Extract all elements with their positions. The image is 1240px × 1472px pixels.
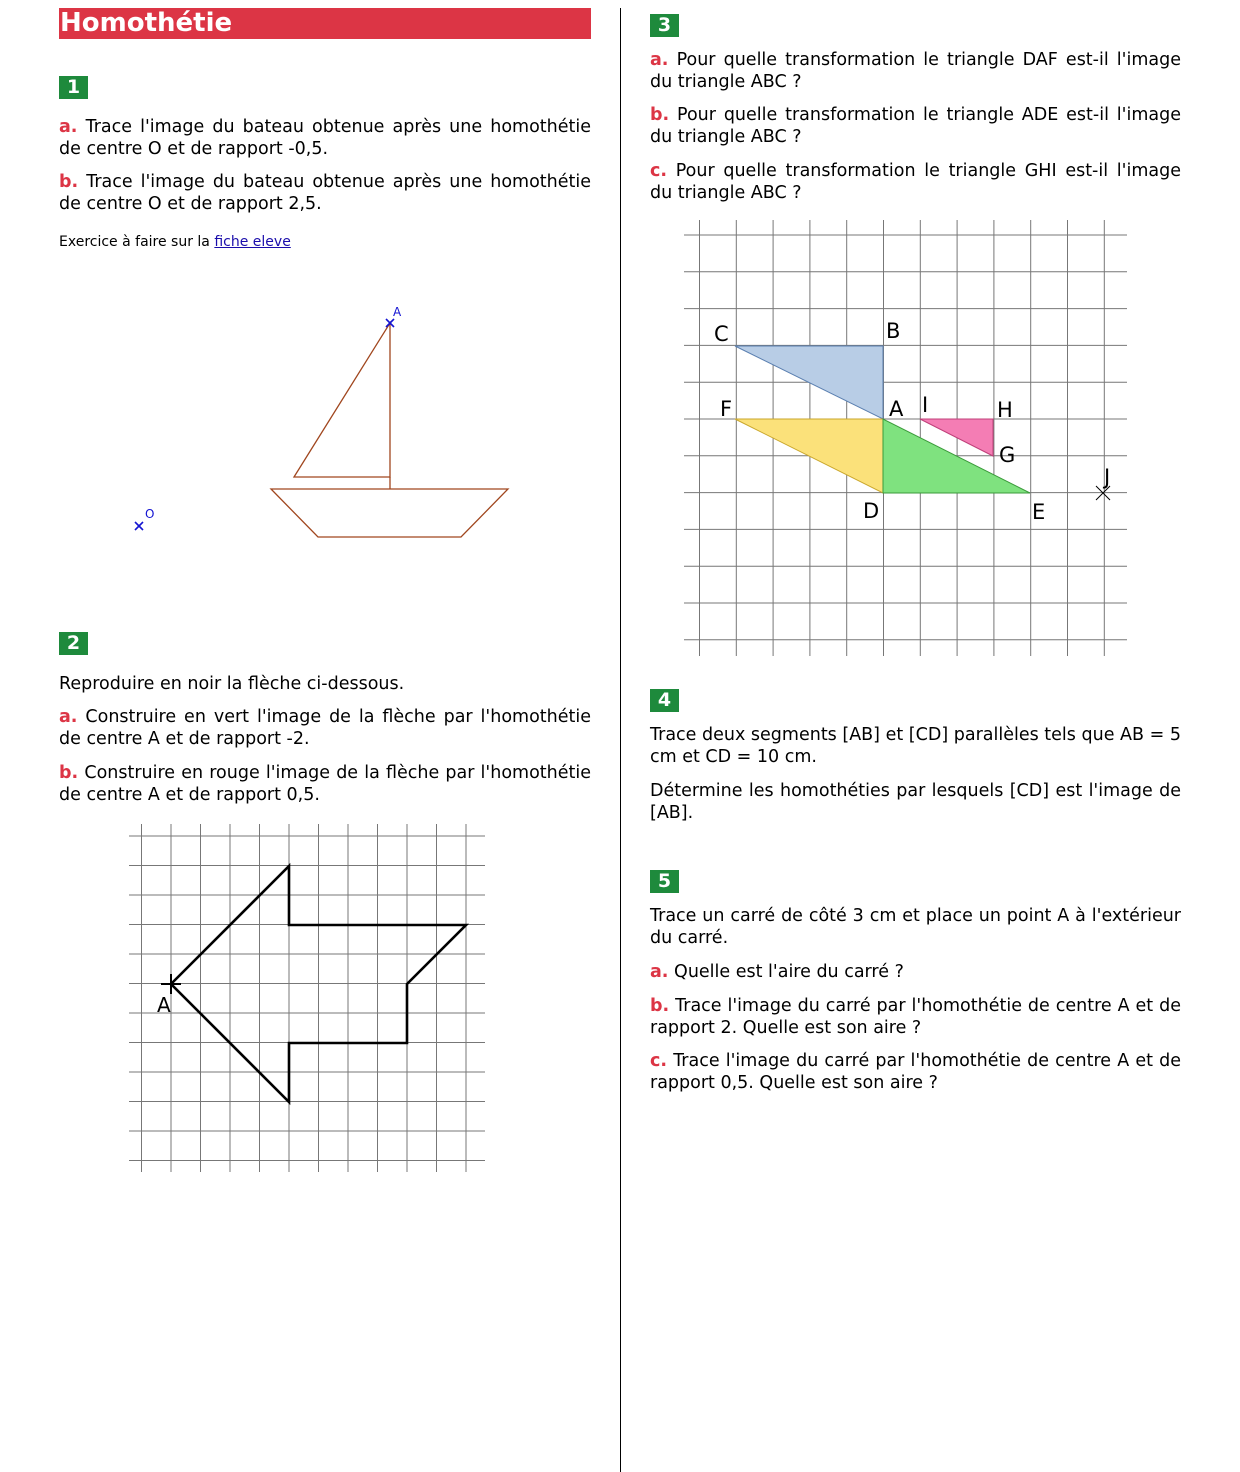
triangles-grid-figure bbox=[684, 220, 1128, 658]
exercise-4-badge: 4 bbox=[650, 689, 679, 712]
ex2-intro: Reproduire en noir la flèche ci-dessous. bbox=[59, 674, 405, 694]
tri-label-a: A bbox=[889, 397, 904, 421]
boat-point-o-label: O bbox=[145, 507, 155, 521]
ex1-a-label: a. bbox=[59, 117, 78, 137]
ex5-intro: Trace un carré de côté 3 cm et place un point A à l'extérieur du carré. bbox=[650, 906, 1181, 948]
arrow-grid-lines bbox=[129, 824, 485, 1172]
ex3-question-a bbox=[650, 49, 1181, 93]
ex3-a-label: a. bbox=[650, 50, 669, 70]
ex5-question-c bbox=[650, 1050, 1181, 1094]
ex3-c-label: c. bbox=[650, 161, 668, 181]
ex2-question-a bbox=[59, 706, 591, 750]
ex2-b-label: b. bbox=[59, 763, 79, 783]
tri-label-j: J bbox=[1104, 465, 1111, 489]
ex1-note-text: Exercice à faire sur la bbox=[59, 234, 210, 250]
ex5-b-label: b. bbox=[650, 996, 670, 1016]
exercise-3-badge: 3 bbox=[650, 14, 679, 37]
ex5-a-label: a. bbox=[650, 962, 669, 982]
tri-label-d: D bbox=[863, 499, 880, 523]
ex5-question-b bbox=[650, 995, 1181, 1039]
tri-label-b: B bbox=[886, 319, 901, 343]
tri-label-h: H bbox=[997, 398, 1013, 422]
ex5-question-a bbox=[650, 961, 1181, 983]
point-o-marker bbox=[135, 522, 143, 530]
ex2-b-text: Construire en rouge l'image de la flèche par l'homothétie de centre A et de rapport 0,5. bbox=[59, 763, 591, 805]
page-title: Homothétie bbox=[59, 8, 591, 39]
exercise-5-badge: 5 bbox=[650, 870, 679, 893]
ex1-b-label: b. bbox=[59, 172, 79, 192]
exercise-1-badge: 1 bbox=[59, 76, 88, 99]
ex3-question-c bbox=[650, 160, 1181, 204]
ex2-a-text: Construire en vert l'image de la flèche par l'homothétie de centre A et de rapport -2. bbox=[59, 707, 591, 749]
ex3-c-text: Pour quelle transformation le triangle GHI est-il l'image du triangle ABC ? bbox=[650, 161, 1181, 203]
fiche-eleve-link[interactable]: fiche eleve bbox=[214, 234, 291, 250]
ex4-paragraph-2: Détermine les homothéties par lesquels [CD] est l'image de [AB]. bbox=[650, 781, 1181, 823]
arrow-point-a-label: A bbox=[157, 993, 171, 1017]
tri-label-f: F bbox=[720, 397, 733, 421]
tri-label-i: I bbox=[922, 393, 929, 417]
ex5-a-text: Quelle est l'aire du carré ? bbox=[674, 962, 904, 982]
exercise-2-badge: 2 bbox=[59, 632, 88, 655]
boat-hull bbox=[271, 489, 508, 537]
ex1-b-text: Trace l'image du bateau obtenue après une homothétie de centre O et de rapport 2,5. bbox=[59, 172, 591, 214]
ex4-paragraph-1: Trace deux segments [AB] et [CD] parallèles tels que AB = 5 cm et CD = 10 cm. bbox=[650, 725, 1181, 767]
ex2-question-b bbox=[59, 762, 591, 806]
tri-label-c: C bbox=[714, 322, 729, 346]
tri-label-g: G bbox=[999, 443, 1016, 467]
ex5-c-text: Trace l'image du carré par l'homothétie de centre A et de rapport 0,5. Quelle est son aire ? bbox=[650, 1051, 1181, 1093]
tri-label-e: E bbox=[1032, 500, 1046, 524]
ex5-c-label: c. bbox=[650, 1051, 668, 1071]
column-divider bbox=[620, 8, 621, 1472]
arrow-grid-figure bbox=[129, 824, 489, 1174]
boat-sail bbox=[294, 323, 390, 477]
ex2-a-label: a. bbox=[59, 707, 78, 727]
ex3-question-b bbox=[650, 104, 1181, 148]
boat-figure bbox=[59, 0, 591, 560]
ex1-a-text: Trace l'image du bateau obtenue après une homothétie de centre O et de rapport -0,5. bbox=[59, 117, 591, 159]
ex5-b-text: Trace l'image du carré par l'homothétie de centre A et de rapport 2. Quelle est son aire ? bbox=[650, 996, 1181, 1038]
ex3-b-label: b. bbox=[650, 105, 670, 125]
boat-point-a-label: A bbox=[393, 305, 402, 319]
ex3-b-text: Pour quelle transformation le triangle ADE est-il l'image du triangle ABC ? bbox=[650, 105, 1181, 147]
ex3-a-text: Pour quelle transformation le triangle DAF est-il l'image du triangle ABC ? bbox=[650, 50, 1181, 92]
